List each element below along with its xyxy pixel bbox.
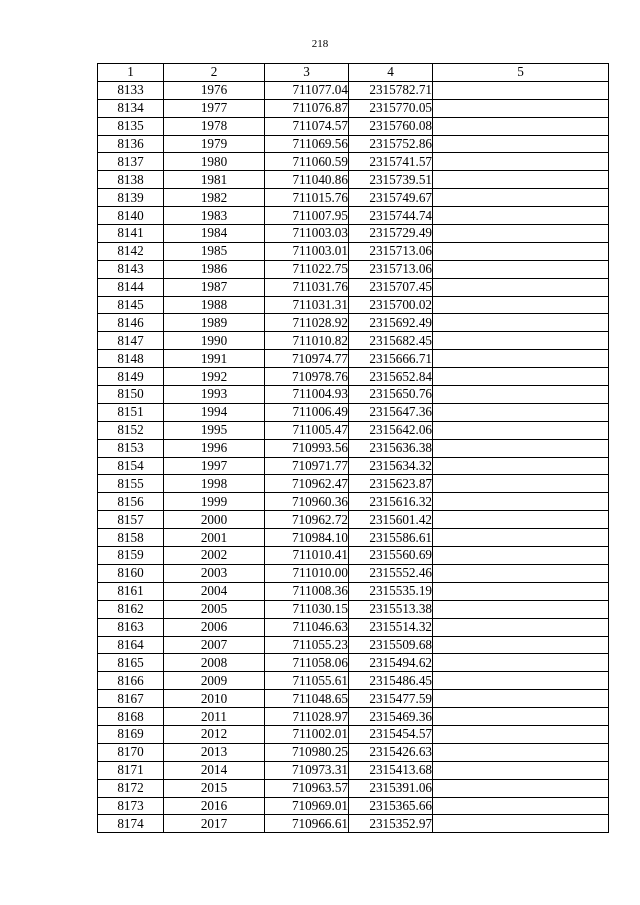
table-cell-col-5 xyxy=(433,815,609,833)
table-row xyxy=(98,725,609,743)
table-row xyxy=(98,618,609,636)
table-cell-col-2: 2000 xyxy=(164,511,265,529)
table-row xyxy=(98,278,609,296)
table-cell-col-5 xyxy=(433,690,609,708)
table-cell-col-4: 2315413.68 xyxy=(349,761,433,779)
table-cell-col-1: 8143 xyxy=(98,260,164,278)
table-header-row xyxy=(98,64,609,82)
table-cell-col-5 xyxy=(433,117,609,135)
table-cell-col-3: 711008.36 xyxy=(265,582,349,600)
table-cell-col-2: 1978 xyxy=(164,117,265,135)
table-cell-col-2: 2004 xyxy=(164,582,265,600)
table-cell-col-3: 711055.61 xyxy=(265,672,349,690)
table-cell-col-4: 2315486.45 xyxy=(349,672,433,690)
table-cell-col-4: 2315770.05 xyxy=(349,99,433,117)
table-cell-col-2: 2012 xyxy=(164,725,265,743)
table-cell-col-4: 2315650.76 xyxy=(349,386,433,404)
table-cell-col-4: 2315744.74 xyxy=(349,207,433,225)
table-cell-col-2: 2013 xyxy=(164,743,265,761)
table-cell-col-2: 2010 xyxy=(164,690,265,708)
table-cell-col-2: 2005 xyxy=(164,600,265,618)
table-cell-col-5 xyxy=(433,171,609,189)
table-row xyxy=(98,761,609,779)
table-cell-col-1: 8168 xyxy=(98,708,164,726)
table-cell-col-5 xyxy=(433,582,609,600)
table-cell-col-3: 710971.77 xyxy=(265,457,349,475)
table-cell-col-5 xyxy=(433,225,609,243)
table-cell-col-5 xyxy=(433,207,609,225)
table-cell-col-3: 710962.72 xyxy=(265,511,349,529)
table-cell-col-4: 2315760.08 xyxy=(349,117,433,135)
table-row xyxy=(98,421,609,439)
table-row xyxy=(98,135,609,153)
table-cell-col-3: 711006.49 xyxy=(265,403,349,421)
table-cell-col-3: 711007.95 xyxy=(265,207,349,225)
table-cell-col-2: 1985 xyxy=(164,242,265,260)
table-cell-col-1: 8133 xyxy=(98,81,164,99)
table-cell-col-1: 8157 xyxy=(98,511,164,529)
table-cell-col-5 xyxy=(433,493,609,511)
table-cell-col-2: 2003 xyxy=(164,564,265,582)
table-cell-col-5 xyxy=(433,654,609,672)
table-cell-col-1: 8136 xyxy=(98,135,164,153)
table-cell-col-1: 8161 xyxy=(98,582,164,600)
table-cell-col-2: 1996 xyxy=(164,439,265,457)
table-cell-col-2: 1993 xyxy=(164,386,265,404)
table-cell-col-2: 1988 xyxy=(164,296,265,314)
table-cell-col-4: 2315352.97 xyxy=(349,815,433,833)
table-cell-col-3: 711058.06 xyxy=(265,654,349,672)
table-cell-col-3: 711069.56 xyxy=(265,135,349,153)
table-cell-col-3: 711002.01 xyxy=(265,725,349,743)
table-cell-col-3: 711004.93 xyxy=(265,386,349,404)
table-cell-col-3: 711077.04 xyxy=(265,81,349,99)
table-cell-col-5 xyxy=(433,260,609,278)
table-cell-col-3: 711010.82 xyxy=(265,332,349,350)
table-cell-col-5 xyxy=(433,547,609,565)
table-row xyxy=(98,296,609,314)
table-cell-col-3: 711076.87 xyxy=(265,99,349,117)
table-cell-col-3: 711040.86 xyxy=(265,171,349,189)
table-cell-col-4: 2315642.06 xyxy=(349,421,433,439)
table-cell-col-3: 710973.31 xyxy=(265,761,349,779)
table-cell-col-1: 8146 xyxy=(98,314,164,332)
table-cell-col-3: 711031.76 xyxy=(265,278,349,296)
table-cell-col-4: 2315634.32 xyxy=(349,457,433,475)
table-cell-col-4: 2315749.67 xyxy=(349,189,433,207)
table-cell-col-4: 2315692.49 xyxy=(349,314,433,332)
table-cell-col-1: 8145 xyxy=(98,296,164,314)
table-row xyxy=(98,189,609,207)
table-cell-col-4: 2315586.61 xyxy=(349,529,433,547)
table-cell-col-2: 1998 xyxy=(164,475,265,493)
table-row xyxy=(98,779,609,797)
table-cell-col-2: 1995 xyxy=(164,421,265,439)
table-cell-col-3: 710962.47 xyxy=(265,475,349,493)
table-cell-col-4: 2315616.32 xyxy=(349,493,433,511)
table-cell-col-3: 710993.56 xyxy=(265,439,349,457)
table-row xyxy=(98,332,609,350)
table-cell-col-3: 711031.31 xyxy=(265,296,349,314)
table-row xyxy=(98,350,609,368)
table-cell-col-1: 8141 xyxy=(98,225,164,243)
column-header-2: 2 xyxy=(164,64,265,82)
table-cell-col-4: 2315752.86 xyxy=(349,135,433,153)
table-cell-col-2: 1983 xyxy=(164,207,265,225)
table-cell-col-5 xyxy=(433,386,609,404)
table-cell-col-3: 710984.10 xyxy=(265,529,349,547)
page-number: 218 xyxy=(311,38,329,50)
table-cell-col-1: 8151 xyxy=(98,403,164,421)
table-cell-col-1: 8158 xyxy=(98,529,164,547)
column-header-1: 1 xyxy=(98,64,164,82)
table-cell-col-2: 2016 xyxy=(164,797,265,815)
table-cell-col-5 xyxy=(433,99,609,117)
table-cell-col-5 xyxy=(433,708,609,726)
coordinates-table xyxy=(97,63,609,833)
table-cell-col-4: 2315552.46 xyxy=(349,564,433,582)
table-row xyxy=(98,493,609,511)
table-cell-col-1: 8144 xyxy=(98,278,164,296)
table-row xyxy=(98,439,609,457)
table-cell-col-5 xyxy=(433,350,609,368)
table-cell-col-1: 8164 xyxy=(98,636,164,654)
table-cell-col-2: 1992 xyxy=(164,368,265,386)
table-cell-col-2: 1979 xyxy=(164,135,265,153)
table-cell-col-4: 2315682.45 xyxy=(349,332,433,350)
table-cell-col-2: 2006 xyxy=(164,618,265,636)
table-cell-col-4: 2315535.19 xyxy=(349,582,433,600)
table-cell-col-4: 2315509.68 xyxy=(349,636,433,654)
table-cell-col-5 xyxy=(433,672,609,690)
table-cell-col-1: 8169 xyxy=(98,725,164,743)
table-row xyxy=(98,314,609,332)
table-cell-col-4: 2315713.06 xyxy=(349,242,433,260)
table-row xyxy=(98,672,609,690)
table-cell-col-4: 2315666.71 xyxy=(349,350,433,368)
table-cell-col-3: 710966.61 xyxy=(265,815,349,833)
table-cell-col-3: 711048.65 xyxy=(265,690,349,708)
table-cell-col-3: 710974.77 xyxy=(265,350,349,368)
table-cell-col-4: 2315477.59 xyxy=(349,690,433,708)
table-cell-col-2: 1997 xyxy=(164,457,265,475)
table-cell-col-2: 2002 xyxy=(164,547,265,565)
table-cell-col-2: 2009 xyxy=(164,672,265,690)
table-row xyxy=(98,547,609,565)
table-cell-col-1: 8166 xyxy=(98,672,164,690)
table-cell-col-3: 711046.63 xyxy=(265,618,349,636)
table-cell-col-1: 8153 xyxy=(98,439,164,457)
table-cell-col-2: 2017 xyxy=(164,815,265,833)
table-cell-col-5 xyxy=(433,242,609,260)
table-cell-col-4: 2315707.45 xyxy=(349,278,433,296)
table-cell-col-2: 2008 xyxy=(164,654,265,672)
table-cell-col-5 xyxy=(433,600,609,618)
table-row xyxy=(98,386,609,404)
table-cell-col-1: 8159 xyxy=(98,547,164,565)
table-cell-col-1: 8165 xyxy=(98,654,164,672)
table-row xyxy=(98,225,609,243)
table-cell-col-1: 8170 xyxy=(98,743,164,761)
table-cell-col-5 xyxy=(433,403,609,421)
table-row xyxy=(98,207,609,225)
table-row xyxy=(98,582,609,600)
table-cell-col-4: 2315513.38 xyxy=(349,600,433,618)
table-cell-col-4: 2315365.66 xyxy=(349,797,433,815)
table-cell-col-5 xyxy=(433,564,609,582)
table-cell-col-4: 2315560.69 xyxy=(349,547,433,565)
table-cell-col-1: 8160 xyxy=(98,564,164,582)
table-cell-col-2: 1999 xyxy=(164,493,265,511)
table-cell-col-2: 2015 xyxy=(164,779,265,797)
table-cell-col-5 xyxy=(433,439,609,457)
table-cell-col-3: 711055.23 xyxy=(265,636,349,654)
table-cell-col-5 xyxy=(433,368,609,386)
table-cell-col-5 xyxy=(433,81,609,99)
table-cell-col-4: 2315514.32 xyxy=(349,618,433,636)
table-cell-col-5 xyxy=(433,332,609,350)
table-cell-col-5 xyxy=(433,475,609,493)
table-cell-col-4: 2315494.62 xyxy=(349,654,433,672)
table-cell-col-2: 2001 xyxy=(164,529,265,547)
table-cell-col-1: 8142 xyxy=(98,242,164,260)
table-cell-col-2: 2011 xyxy=(164,708,265,726)
table-cell-col-4: 2315739.51 xyxy=(349,171,433,189)
table-cell-col-1: 8140 xyxy=(98,207,164,225)
table-row xyxy=(98,99,609,117)
table-row xyxy=(98,260,609,278)
table-cell-col-1: 8152 xyxy=(98,421,164,439)
table-row xyxy=(98,529,609,547)
table-cell-col-5 xyxy=(433,797,609,815)
table-cell-col-1: 8134 xyxy=(98,99,164,117)
column-header-4: 4 xyxy=(349,64,433,82)
table-cell-col-2: 2014 xyxy=(164,761,265,779)
table-cell-col-3: 711030.15 xyxy=(265,600,349,618)
column-header-5: 5 xyxy=(433,64,609,82)
table-row xyxy=(98,636,609,654)
table-cell-col-5 xyxy=(433,421,609,439)
table-cell-col-2: 1990 xyxy=(164,332,265,350)
table-cell-col-4: 2315741.57 xyxy=(349,153,433,171)
table-cell-col-4: 2315652.84 xyxy=(349,368,433,386)
table-cell-col-4: 2315454.57 xyxy=(349,725,433,743)
table-cell-col-3: 711003.03 xyxy=(265,225,349,243)
table-cell-col-2: 1984 xyxy=(164,225,265,243)
table-cell-col-3: 711003.01 xyxy=(265,242,349,260)
table-cell-col-2: 1989 xyxy=(164,314,265,332)
table-cell-col-2: 1976 xyxy=(164,81,265,99)
table-cell-col-1: 8149 xyxy=(98,368,164,386)
table-row xyxy=(98,81,609,99)
table-row xyxy=(98,457,609,475)
table-row xyxy=(98,564,609,582)
table-row xyxy=(98,600,609,618)
table-cell-col-4: 2315601.42 xyxy=(349,511,433,529)
table-cell-col-1: 8139 xyxy=(98,189,164,207)
table-row xyxy=(98,117,609,135)
table-row xyxy=(98,242,609,260)
table-cell-col-3: 710969.01 xyxy=(265,797,349,815)
table-cell-col-2: 1982 xyxy=(164,189,265,207)
table-cell-col-5 xyxy=(433,457,609,475)
table-cell-col-5 xyxy=(433,296,609,314)
table-cell-col-3: 711022.75 xyxy=(265,260,349,278)
table-cell-col-5 xyxy=(433,278,609,296)
table-row xyxy=(98,368,609,386)
table-cell-col-3: 710963.57 xyxy=(265,779,349,797)
table-cell-col-1: 8150 xyxy=(98,386,164,404)
table-cell-col-5 xyxy=(433,618,609,636)
table-cell-col-5 xyxy=(433,314,609,332)
table-cell-col-1: 8135 xyxy=(98,117,164,135)
table-cell-col-1: 8137 xyxy=(98,153,164,171)
table-cell-col-4: 2315782.71 xyxy=(349,81,433,99)
table-cell-col-3: 710960.36 xyxy=(265,493,349,511)
table-row xyxy=(98,690,609,708)
table-cell-col-5 xyxy=(433,511,609,529)
table-cell-col-3: 711060.59 xyxy=(265,153,349,171)
table-cell-col-2: 1994 xyxy=(164,403,265,421)
table-cell-col-3: 711010.00 xyxy=(265,564,349,582)
table-cell-col-4: 2315623.87 xyxy=(349,475,433,493)
table-cell-col-2: 1986 xyxy=(164,260,265,278)
table-row xyxy=(98,171,609,189)
table-cell-col-5 xyxy=(433,636,609,654)
table-cell-col-5 xyxy=(433,779,609,797)
table-cell-col-4: 2315700.02 xyxy=(349,296,433,314)
table-row xyxy=(98,403,609,421)
table-cell-col-5 xyxy=(433,189,609,207)
table-row xyxy=(98,797,609,815)
table-row xyxy=(98,511,609,529)
table-cell-col-4: 2315636.38 xyxy=(349,439,433,457)
table-cell-col-4: 2315729.49 xyxy=(349,225,433,243)
table-cell-col-4: 2315391.06 xyxy=(349,779,433,797)
table-cell-col-1: 8162 xyxy=(98,600,164,618)
table-cell-col-1: 8154 xyxy=(98,457,164,475)
table-cell-col-4: 2315426.63 xyxy=(349,743,433,761)
table-body xyxy=(98,81,609,832)
table-cell-col-1: 8138 xyxy=(98,171,164,189)
table-row xyxy=(98,743,609,761)
table-cell-col-1: 8148 xyxy=(98,350,164,368)
table-cell-col-1: 8163 xyxy=(98,618,164,636)
table-cell-col-2: 1981 xyxy=(164,171,265,189)
table-cell-col-3: 710980.25 xyxy=(265,743,349,761)
table-cell-col-2: 1980 xyxy=(164,153,265,171)
table-cell-col-5 xyxy=(433,135,609,153)
table-row xyxy=(98,153,609,171)
table-cell-col-2: 2007 xyxy=(164,636,265,654)
table-cell-col-3: 711074.57 xyxy=(265,117,349,135)
table-cell-col-3: 711010.41 xyxy=(265,547,349,565)
table-cell-col-2: 1991 xyxy=(164,350,265,368)
table-cell-col-1: 8171 xyxy=(98,761,164,779)
table-cell-col-3: 711028.92 xyxy=(265,314,349,332)
column-header-3: 3 xyxy=(265,64,349,82)
table-cell-col-4: 2315713.06 xyxy=(349,260,433,278)
table-row xyxy=(98,475,609,493)
table-row xyxy=(98,708,609,726)
table-cell-col-1: 8155 xyxy=(98,475,164,493)
table-cell-col-1: 8173 xyxy=(98,797,164,815)
table-cell-col-1: 8156 xyxy=(98,493,164,511)
table-cell-col-2: 1987 xyxy=(164,278,265,296)
table-row xyxy=(98,815,609,833)
table-cell-col-5 xyxy=(433,529,609,547)
table-row xyxy=(98,654,609,672)
table-cell-col-5 xyxy=(433,761,609,779)
table-cell-col-1: 8174 xyxy=(98,815,164,833)
table-cell-col-3: 710978.76 xyxy=(265,368,349,386)
table-cell-col-3: 711015.76 xyxy=(265,189,349,207)
table-cell-col-1: 8147 xyxy=(98,332,164,350)
table-cell-col-3: 711028.97 xyxy=(265,708,349,726)
table-cell-col-1: 8172 xyxy=(98,779,164,797)
table-cell-col-3: 711005.47 xyxy=(265,421,349,439)
table-cell-col-5 xyxy=(433,725,609,743)
table-cell-col-5 xyxy=(433,743,609,761)
table-cell-col-4: 2315469.36 xyxy=(349,708,433,726)
table-cell-col-1: 8167 xyxy=(98,690,164,708)
table-cell-col-2: 1977 xyxy=(164,99,265,117)
table-cell-col-5 xyxy=(433,153,609,171)
table-cell-col-4: 2315647.36 xyxy=(349,403,433,421)
